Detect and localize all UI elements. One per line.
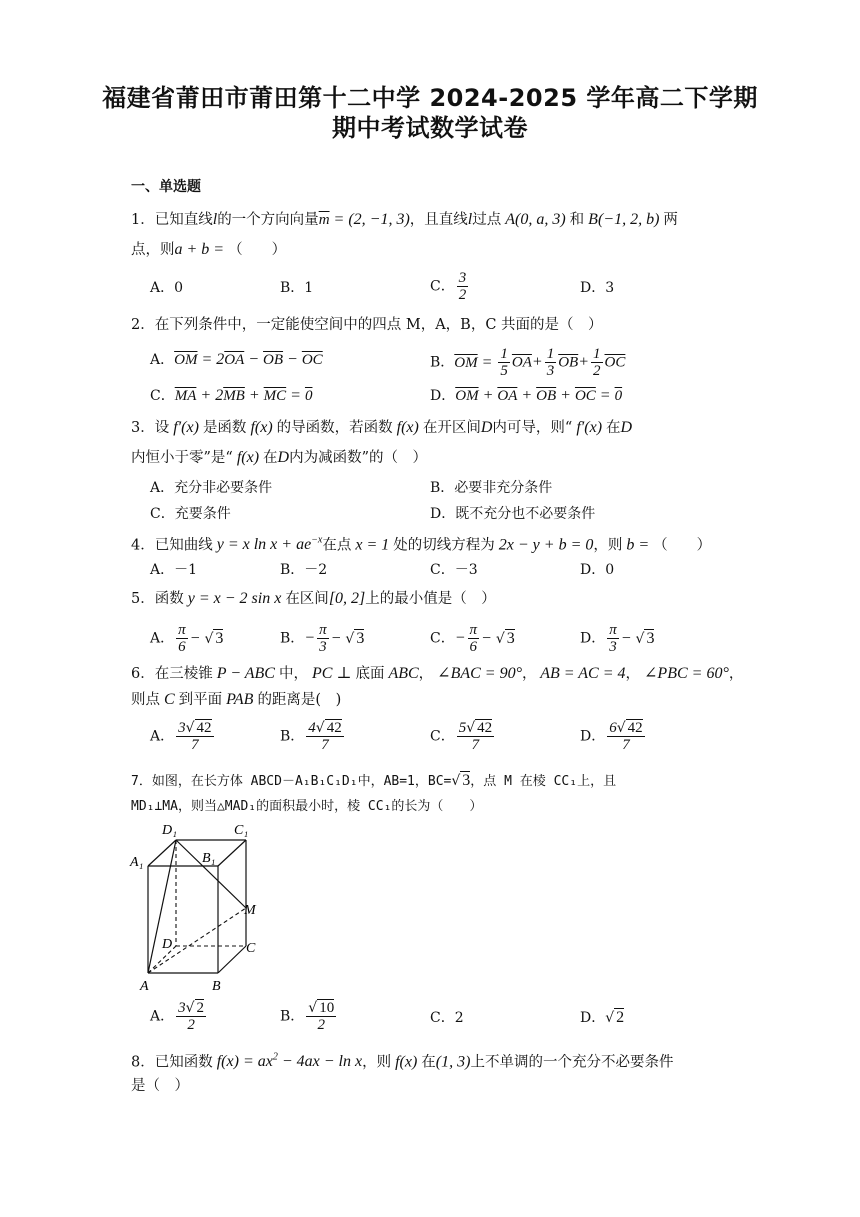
- q5-option-b[interactable]: B．− $\frac{\pi}{3}$ − √ 3: [280, 622, 365, 655]
- q4-option-c[interactable]: C．－3: [430, 562, 478, 578]
- q2-option-d[interactable]: D．$\overline{OM} + \overline{OA} + \overline{OB} + \overline{OC} = 0$: [430, 387, 623, 404]
- question-3-line2: 内恒小于零”是“ f(x) 在D内为减函数”的（ ）: [131, 449, 428, 466]
- q3-option-d[interactable]: D．既不充分也不必要条件: [430, 506, 596, 522]
- question-6-line1: 6．在三棱锥 P − ABC 中， PC ⊥ 底面 ABC， ∠BAC = 90°， AB = AC = 4， ∠PBC = 60°，: [131, 665, 744, 682]
- question-5-line1: 5．函数 y = x − 2 sin x 在区间[0, 2]上的最小值是（ ）: [131, 590, 496, 607]
- q2-option-b[interactable]: B．$\overline{OM}$ = $\frac{1}{5}$ $\overline{OA}+$ $\frac{1}{3}$ $\overline{OB}+$ $\frac{1}{2}$ $\overline{OC}$: [430, 346, 626, 379]
- question-4-line1: 4．已知曲线 y = x $\ln x + ae^{-x}$在点 x = 1 处的切线方程为 2x − y + b = 0，则 b = （ ）: [131, 535, 712, 554]
- q6-option-a[interactable]: A． $\frac{3√ 42}{7}$: [150, 720, 212, 753]
- section-heading: 一、单选题: [131, 179, 201, 195]
- q1-option-a[interactable]: A．0: [150, 280, 184, 296]
- label-a1: A₁: [130, 855, 144, 870]
- q4-option-d[interactable]: D．0: [580, 562, 615, 578]
- q6-option-b[interactable]: B． $\frac{4√ 42}{7}$: [280, 720, 342, 753]
- q5-option-c[interactable]: C．− $\frac{\pi}{6}$ − √ 3: [430, 622, 515, 655]
- q7-option-a[interactable]: A． $\frac{3√ 2}{2}$: [150, 1000, 205, 1033]
- q3-option-a[interactable]: A．充分非必要条件: [150, 480, 273, 496]
- label-b: B: [212, 979, 221, 994]
- q2-option-a[interactable]: A．$\overline{OM} = 2\overline{OA} - \overline{OB} - \overline{OC}$: [150, 351, 323, 368]
- question-8-line2: 是（ ）: [131, 1078, 189, 1094]
- q3-option-b[interactable]: B．必要非充分条件: [430, 480, 553, 496]
- q2-option-c[interactable]: C．$\overline{MA} + 2\overline{MB} + \overline{MC} = 0$: [150, 387, 313, 404]
- q3-option-c[interactable]: C．充要条件: [150, 506, 231, 522]
- title-line1: 福建省莆田市莆田第十二中学 2024-2025 学年高二下学期: [102, 84, 758, 112]
- question-7-line1: 7．如图，在长方体 ABCD－A₁B₁C₁D₁中，AB=1，BC=√ 3，点 M 在棱 CC₁上，且: [131, 772, 617, 789]
- q1-option-c[interactable]: C． $\frac{3}{2}$: [430, 270, 467, 303]
- q4-option-b[interactable]: B．－2: [280, 562, 328, 578]
- q7-option-d[interactable]: D．√ 2: [580, 1009, 625, 1026]
- q5-option-a[interactable]: A． $\frac{\pi}{6}$ − √ 3: [150, 622, 224, 655]
- segment-ad1: [148, 840, 176, 973]
- question-6-line2: 则点 C 到平面 PAB 的距离是( ): [131, 691, 342, 708]
- q6-option-d[interactable]: D． $\frac{6√ 42}{7}$: [580, 720, 643, 753]
- edge-bc: [218, 946, 246, 973]
- question-2-text: 2．在下列条件中，一定能使空间中的四点 M，A，B，C 共面的是（ ）: [131, 317, 603, 333]
- label-c1: C₁: [234, 823, 249, 838]
- title-line2: 期中考试数学试卷: [332, 114, 528, 142]
- q5-option-d[interactable]: D． $\frac{\pi}{3}$ − √ 3: [580, 622, 655, 655]
- label-a: A: [140, 979, 149, 994]
- question-1-line2: 点，则a + b = （ ）: [131, 241, 287, 258]
- cuboid-figure: [128, 818, 268, 996]
- question-7-line2: MD₁⊥MA，则当△MAD₁的面积最小时，棱 CC₁的长为（ ）: [131, 799, 483, 814]
- label-d: D: [162, 937, 173, 952]
- q4-option-a[interactable]: A．－1: [150, 562, 198, 578]
- label-c: C: [246, 941, 256, 956]
- label-b1: B₁: [202, 851, 216, 866]
- edge-b1c1: [218, 840, 246, 866]
- q1-option-b[interactable]: B．1: [280, 280, 314, 296]
- q6-option-c[interactable]: C． $\frac{5√ 42}{7}$: [430, 720, 493, 753]
- label-m: M: [244, 903, 256, 918]
- q7-option-c[interactable]: C．2: [430, 1010, 464, 1026]
- question-8-line1: 8．已知函数 $f(x) = ax^2 - 4ax - \ln x$，则 f(x) 在(1, 3)上不单调的一个充分不必要条件: [131, 1052, 674, 1071]
- label-d1: D₁: [162, 823, 177, 838]
- q1-option-d[interactable]: D．3: [580, 280, 615, 296]
- question-3-line1: 3．设 f′(x) 是函数 f(x) 的导函数，若函数 f(x) 在开区间D内可导，则“ f′(x) 在D: [131, 419, 633, 436]
- question-1-line1: 1．已知直线l的一个方向向量$\overline{m} = (2$, −1, 3)，且直线l过点 A(0, a, 3) 和 B(−1, 2, b) 两: [131, 211, 678, 228]
- q7-option-b[interactable]: B． $\frac{√ 10}{2}$: [280, 1000, 335, 1033]
